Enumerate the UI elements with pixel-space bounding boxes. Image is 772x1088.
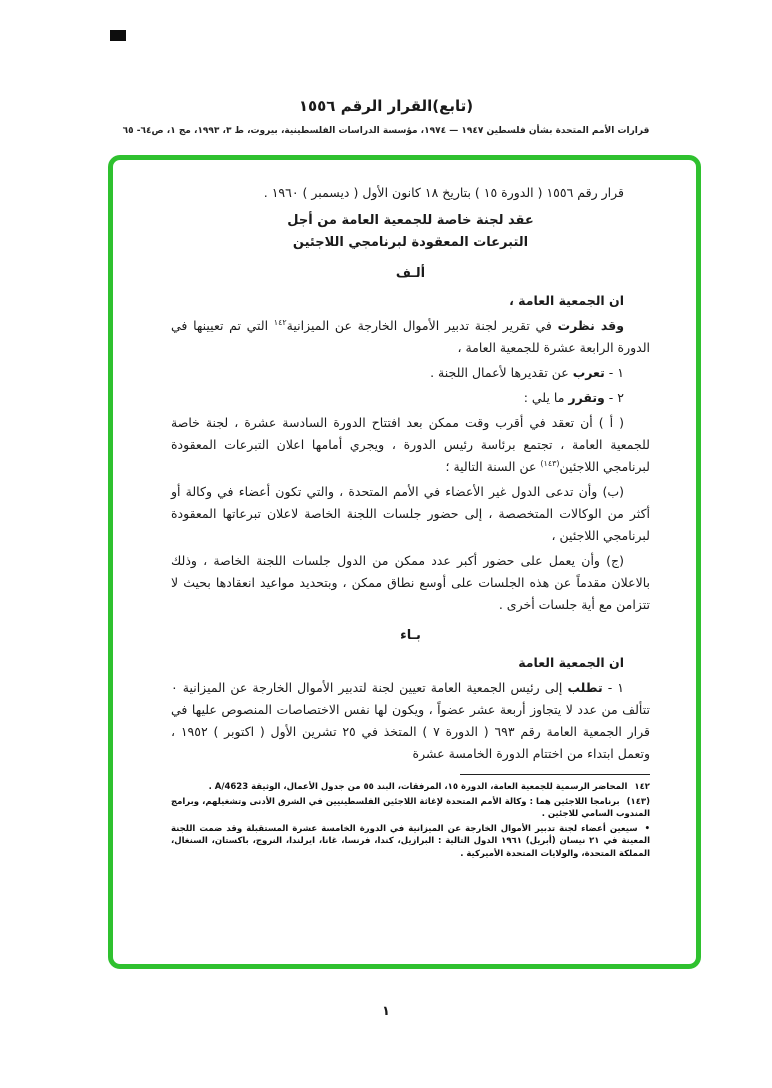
paragraph-considered-tail: التي تم تعيينها في الدورة الرابعة عشرة للجمعية العامة ، <box>171 318 650 355</box>
footnote-number: (١٤٣) <box>626 796 650 807</box>
item-lead: تعرب <box>572 365 605 380</box>
subparagraph-tail: عن السنة التالية ؛ <box>445 459 541 474</box>
footnotes-section <box>171 774 650 860</box>
item-text: ما يلي : <box>523 390 569 405</box>
item-number: ١ - <box>604 365 624 380</box>
subparagraph-marker: (ب) <box>602 484 624 499</box>
opening-clause-a: ان الجمعية العامة ، <box>509 293 624 308</box>
section-b-label: بـاء <box>400 628 421 643</box>
footnote-143 <box>171 796 650 821</box>
bullet-icon: • <box>644 823 650 834</box>
resolution-title-line2: التبرعات المعقودة لبرنامجي اللاجئين <box>292 235 529 250</box>
operative-paragraph-1b <box>171 677 650 765</box>
source-citation: قرارات الأمم المتحدة بشأن فلسطين ١٩٤٧ — ١٩٧٤، مؤسسة الدراسات الفلسطينية، بيروت، ط ٣، ١٩٩٣، مج ١، ص٦٤- ٦٥ <box>122 126 650 136</box>
footnote-text: المحاضر الرسمية للجمعية العامة، الدورة ١٥، المرفقات، البند ٥٥ من جدول الأعمال، الوثيقة A/4623 . <box>208 782 628 792</box>
paragraph-considered-text: في تقرير لجنة تدبير الأموال الخارجة عن الميزانية <box>286 318 558 333</box>
opening-clause-b: ان الجمعية العامة <box>518 655 624 670</box>
item-text: عن تقديرها لأعمال اللجنة . <box>430 365 573 380</box>
page-number: ١ <box>382 1004 390 1019</box>
operative-paragraph-1a <box>171 362 650 384</box>
resolution-title-line1: عقد لجنة خاصة للجمعية العامة من أجل <box>287 213 534 228</box>
resolution-body <box>171 182 650 860</box>
footnote-ref-142: ١٤٢ <box>273 317 287 327</box>
subparagraph-marker: (ج) <box>606 553 624 568</box>
footnote-ref-143: (١٤٣) <box>540 458 560 468</box>
footnote-bullet <box>171 823 650 861</box>
paragraph-considered <box>171 315 650 359</box>
footnote-text: سيعين أعضاء لجنة تدبير الأموال الخارجة عن الميزانية في الدورة الخامسة عشرة المستقبلة وقد ضمت اللجنة المعينة في ٢١ نيسان (أبريل) ١٩٦١ الدول التالية : البرازيل، كندا، فرنسا، غانا، ايرلندا، النروج، باكستان، السنغال، المملكة المتحدة، والولايات المتحدة الأميركية . <box>171 823 651 859</box>
subparagraph-b <box>171 481 650 547</box>
item-text: إلى رئيس الجمعية العامة تعيين لجنة لتدبير الأموال الخارجة عن الميزانية ٠ تتألف من عدد لا يتجاوز أربعة عشر عضواً ، ويكون لها نفس الاختصاصات المنصوص عليها في قرار الجمعية العامة رقم ٦٩٣ ( الدورة ٧ ) المتخذ في ٢٥ تشرين الأول ( اكتوبر ) ١٩٥٢ ، وتعمل ابتداء من اختتام الدورة الخامسة عشرة <box>171 680 651 761</box>
document-header <box>0 97 772 136</box>
item-number: ١ - <box>602 680 624 695</box>
subparagraph-c <box>171 550 650 616</box>
footnote-text: برنامجا اللاجئين هما : وكالة الأمم المتحدة لإغاثة اللاجئين الفلسطينيين في الشرق الأدنى وتشغيلهم، وبرامج المندوب السامي للاجئين . <box>171 796 650 819</box>
subparagraph-marker: ( أ ) <box>598 415 624 430</box>
page-title: (تابع)القرار الرقم ١٥٥٦ <box>298 97 474 115</box>
item-lead: وتقرر <box>568 390 605 405</box>
subparagraph-text: وأن يعمل على حضور أكبر عدد ممكن من الدول جلسات اللجنة الخاصة ، وذلك بالاعلان مقدماً عن هذه الجلسات على أوسع نطاق ممكن ، وبتحديد مواعيد انعقادها بحيث لا تتزامن مع أية جلسات أخرى . <box>171 553 650 612</box>
resolution-title <box>171 210 650 254</box>
section-a-label: ألـف <box>395 266 426 281</box>
subparagraph-text: أن تعقد في أقرب وقت ممكن بعد افتتاح الدورة السادسة عشرة ، لجنة خاصة للجمعية العامة ، تجتمع برئاسة رئيس الدورة ، ويجري أمامها اعلان التبرعات المعقودة لبرنامجي اللاجئين <box>171 415 650 474</box>
item-lead: تطلب <box>567 680 603 695</box>
item-number: ٢ - <box>604 390 624 405</box>
operative-paragraph-2a <box>171 387 650 409</box>
green-content-frame <box>108 155 701 969</box>
footnote-divider <box>460 774 650 775</box>
subparagraph-text: وأن تدعى الدول غير الأعضاء في الأمم المتحدة ، والتي تكون أعضاء في وكالة أو أكثر من الوكالات المتخصصة ، إلى حضور جلسات اللجنة الخاصة لاعلان تبرعاتها المعقودة لبرنامجي اللاجئين ، <box>171 484 650 543</box>
resolution-intro: قرار رقم ١٥٥٦ ( الدورة ١٥ ) بتاريخ ١٨ كانون الأول ( ديسمبر ) ١٩٦٠ . <box>263 185 624 200</box>
subparagraph-a <box>171 412 650 478</box>
footnote-number: ١٤٢ <box>634 782 650 792</box>
scan-artifact-square <box>110 30 126 41</box>
paragraph-considered-lead: وقد نظرت <box>557 318 624 333</box>
footnote-142 <box>171 781 650 794</box>
